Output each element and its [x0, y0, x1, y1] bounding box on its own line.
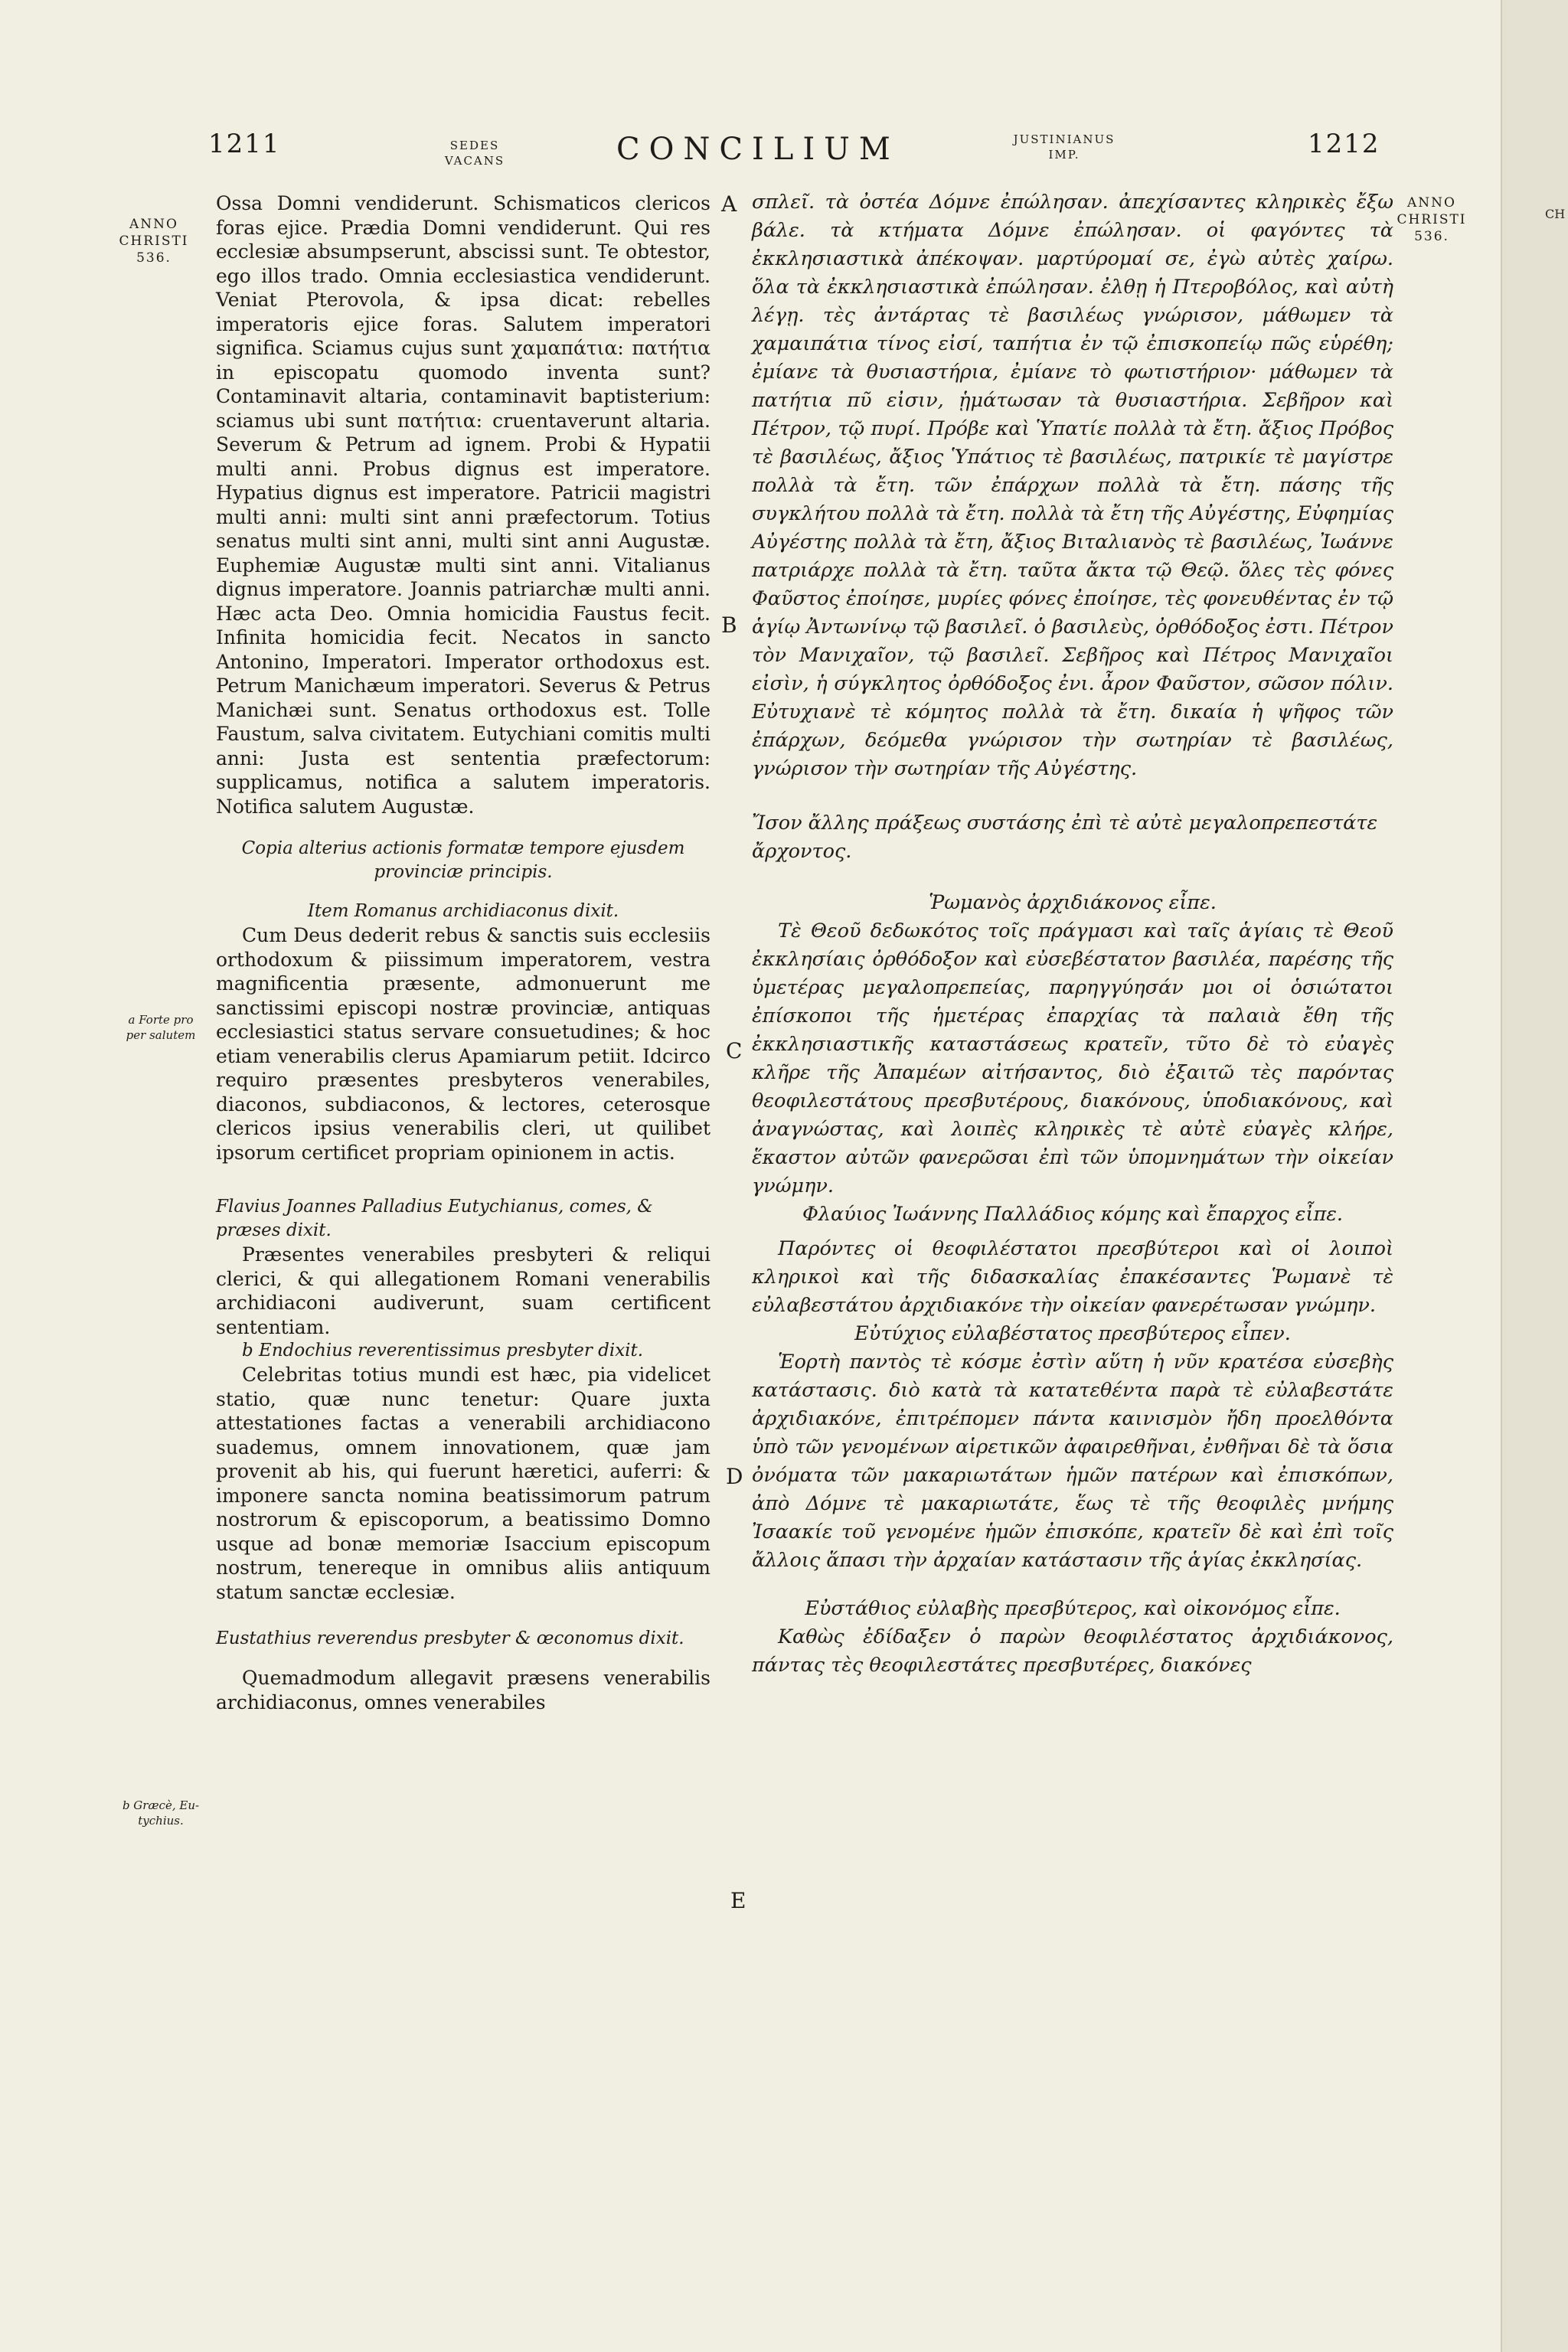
margin-year: 536.	[136, 250, 172, 266]
footnote-a-margin	[113, 1012, 208, 1043]
section-letter-e: E	[730, 1888, 746, 1913]
latin-paragraph: Præsentes venerabiles presbyteri & reliqui clerici, & qui allegationem Romani venerabilis archidiaconi audiverunt, suam certificent sententiam.	[216, 1243, 710, 1338]
latin-speaker: Eustathius reverendus presbyter & œconomus dixit.	[216, 1628, 684, 1648]
latin-speaker: b Endochius reverentissimus presbyter dixit.	[242, 1341, 644, 1361]
adjacent-page-edge	[1501, 0, 1568, 2352]
greek-speaker: Εὐστάθιος εὐλαβὴς πρεσβύτερος, καὶ οἰκονόμος εἶπε.	[805, 1597, 1341, 1620]
section-letter-a: A	[721, 191, 737, 217]
footnote-b-margin	[113, 1798, 208, 1828]
margin-christi: CHRISTI	[1396, 212, 1467, 227]
greek-speaker: Ῥωμανὸς ἀρχιδιάκονος εἶπε.	[929, 891, 1217, 914]
footnote-a-line1: a Forte pro	[128, 1013, 194, 1027]
latin-section-heading: Copia alterius actionis formatæ tempore ejusdem provinciæ principis.	[241, 838, 685, 882]
header-sedes-vacans	[433, 138, 517, 168]
footnote-a-line2: per salutem	[126, 1028, 196, 1042]
latin-column	[216, 191, 710, 1714]
greek-speaker: Εὐτύχιος εὐλαβέστατος πρεσβύτερος εἶπεν.	[854, 1322, 1291, 1345]
header-sedes: SEDES	[449, 139, 500, 152]
page-number-right: 1212	[1308, 129, 1380, 159]
footnote-b-line2: tychius.	[138, 1814, 184, 1828]
margin-anno: ANNO	[129, 217, 178, 232]
greek-column	[752, 188, 1393, 1680]
section-letter-c: C	[726, 1038, 743, 1063]
section-letter-b: B	[721, 612, 737, 638]
latin-paragraph: Quemadmodum allegavit præsens venerabilis archidiaconus, omnes venerabiles	[216, 1667, 710, 1713]
header-vacans: VACANS	[444, 154, 505, 168]
greek-section-heading: Ἴσον ἄλλης πράξεως συστάσης ἐπὶ τὲ αὐτὲ μεγαλοπρεπεστάτε ἄρχοντος.	[752, 812, 1378, 863]
latin-speaker: Flavius Joannes Palladius Eutychianus, comes, & præses dixit.	[216, 1197, 653, 1240]
section-letter-d: D	[726, 1464, 743, 1489]
header-emperor	[1011, 132, 1118, 162]
latin-paragraph: Cum Deus dederit rebus & sanctis suis ecclesiis orthodoxum & piissimum imperatorem, vestra magnificentia præsente, admonuerunt me sanctissimi episcopi nostræ provinciæ, antiquas ecclesiastici status servare consuetudines; & hoc etiam venerabilis clerus Apamiarum petiit. Idcirco requiro præsentes presbyteros venerabiles, diaconos, subdiaconos, & lectores, ceterosque clericos ipsius venerabilis cleri, ut quilibet ipsorum certificet propriam opinionem in actis.	[216, 924, 710, 1164]
page-number-left: 1211	[208, 129, 281, 159]
greek-paragraph: Τὲ Θεοῦ δεδωκότος τοῖς πράγμασι καὶ ταῖς ἁγίαις τὲ Θεοῦ ἐκκλησίαις ὀρθόδοξον καὶ εὐσεβέστατον βασιλέα, παρέσης τῆς ὑμετέρας μεγαλοπρεπείας, παρηγγύησάν μοι οἱ ὁσιώτατοι ἐπίσκοποι τῆς ἡμετέρας ἐπαρχίας τὰ παλαιὰ ἔθη τῆς ἐκκλησιαστικῆς καταστάσεως κρατεῖν, τῦτο δὲ τὸ εὐαγὲς κλῆρε τῆς Ἀπαμέων αἰτήσαντος, διὸ ἐξαιτῶ τὲς παρόντας θεοφιλεστάτους πρεσβυτέρους, διακόνους, ὑποδιακόνους, καὶ ἀναγνώστας, καὶ λοιπὲς κληρικὲς τὲ αὐτὲ εὐαγὲς κλήρε, ἕκαστον αὐτῶν φανερῶσαι ἐπὶ τῶν ὑπομνημάτων τὴν οἰκείαν γνώμην.	[752, 920, 1393, 1197]
greek-paragraph: σπλεῖ. τὰ ὀστέα Δόμνε ἐπώλησαν. ἀπεχίσαντες κληρικὲς ἔξω βάλε. τὰ κτήματα Δόμνε ἐπώλησαν. οἱ φαγόντες τὰ ἐκκλησιαστικὰ ἀπέκοψαν. μαρτύρομαί σε, ἐγὼ αὐτὲς χαίρω. ὅλα τὰ ἐκκλησιαστικὰ ἐπώλησαν. ἐλθῃ ἡ Πτεροβόλος, καὶ αὐτὴ λέγῃ. τὲς ἀντάρτας τὲ βασιλέως γνώρισον, μάθωμεν τὰ χαμαιπάτια τίνος εἰσί, ταπήτια ἐν τῷ ἐπισκοπείῳ πῶς εὑρέθη; ἐμίανε τὰ θυσιαστήρια, ἐμίανε τὸ φωτιστήριον· μάθωμεν τὰ πατήτια πῦ εἰσιν, ᾑμάτωσαν τὰ θυσιαστήρια. Σεβῆρον καὶ Πέτρον, τῷ πυρί. Πρόβε καὶ Ὑπατίε πολλὰ τὰ ἔτη. ἄξιος Πρόβος τὲ βασιλέως, ἄξιος Ὑπάτιος τὲ βασιλέως, πατρικίε τὲ μαγίστρε πολλὰ τὰ ἔτη. τῶν ἐπάρχων πολλὰ τὰ ἔτη. πάσης τῆς συγκλήτου πολλὰ τὰ ἔτη. πολλὰ τὰ ἔτη τῆς Αὐγέστης, Εὐφημίας Αὐγέστης πολλὰ τὰ ἔτη, ἄξιος Βιταλιανὸς τὲ βασιλέως, Ἰωάννε πατριάρχε πολλὰ τὰ ἔτη. ταῦτα ἄκτα τῷ Θεῷ. ὅλες τὲς φόνες Φαῦστος ἐποίησε, μυρίες φόνες ἐποίησε, τὲς φονευθέντας ἐν τῷ ἁγίῳ Ἀντωνίνῳ τῷ βασιλεῖ. ὁ βασιλεὺς, ὀρθόδοξος ἐστι. Πέτρον τὸν Μανιχαῖον, τῷ βασιλεῖ. Σεβῆρος καὶ Πέτρος Μανιχαῖοι εἰσὶν, ἡ σύγκλητος ὀρθόδοξος ἐνι. ἆρον Φαῦστον, σῶσον πόλιν. Εὐτυχιανὲ τὲ κόμητος πολλὰ τὰ ἔτη. δικαία ἡ ψῆφος τῶν ἐπάρχων, δεόμεθα γνώρισον τὴν σωτηρίαν τὲ βασιλέως, γνώρισον τὴν σωτηρίαν τῆς Αὐγέστης.	[752, 191, 1393, 780]
footnote-b-line1: b Græcè, Eu-	[122, 1798, 200, 1812]
latin-paragraph: Celebritas totius mundi est hæc, pia videlicet statio, quæ nunc tenetur: Quare juxta attestationes factas a venerabili archidiacono suademus, omnem innovationem, quæ jam provenit ab his, qui fuerunt hæretici, auferri: & imponere sancta nomina beatissimorum patrum nostrorum & episcoporum, a beatissimo Domno usque ad bonæ memoriæ Isaccium episcopum nostrum, tenereque in omnibus aliis antiquum statum sanctæ ecclesiæ.	[216, 1364, 710, 1603]
margin-year: 536.	[1414, 229, 1449, 244]
greek-paragraph: Παρόντες οἱ θεοφιλέστατοι πρεσβύτεροι καὶ οἱ λοιποὶ κληρικοὶ καὶ τῆς διδασκαλίας ἐπακέσαντες Ῥωμανὲ τὲ εὐλαβεστάτου ἀρχιδιακόνε τὴν οἰκείαν φανερέτωσαν γνώμην.	[752, 1237, 1393, 1317]
margin-anno-left	[112, 216, 196, 266]
header-imp: IMP.	[1048, 148, 1080, 162]
greek-speaker: Φλαύιος Ἰωάννης Παλλάδιος κόμης καὶ ἔπαρχος εἶπε.	[802, 1203, 1344, 1226]
greek-paragraph: Καθὼς ἐδίδαξεν ὁ παρὼν θεοφιλέστατος ἀρχιδιάκονος, πάντας τὲς θεοφιλεστάτες πρεσβυτέρες, διακόνες	[752, 1625, 1393, 1677]
margin-anno: ANNO	[1407, 195, 1456, 211]
page-title: CONCILIUM	[616, 132, 900, 167]
header-justinianus: JUSTINIANUS	[1013, 132, 1116, 146]
greek-paragraph: Ἑορτὴ παντὸς τὲ κόσμε ἐστὶν αὕτη ἡ νῦν κρατέσα εὐσεβὴς κατάστασις. διὸ κατὰ τὰ κατατεθέντα παρὰ τὲ εὐλαβεστάτε ἀρχιδιακόνε, ἐπιτρέπομεν πάντα καινισμὸν ἤδη προελθόντα ὑπὸ τῶν γενομένων αἱρετικῶν ἀφαιρεθῆναι, ἐνθῆναι δὲ τὰ ὅσια ὀνόματα τῶν μακαριωτάτων ἡμῶν πατέρων καὶ ἐπισκόπων, ἀπὸ Δόμνε τὲ μακαριωτάτε, ἕως τὲ τῆς θεοφιλὲς μνήμης Ἰσαακίε τοῦ γενομένε ἡμῶν ἐπισκόπε, κρατεῖν δὲ καὶ ἐπὶ τοῖς ἄλλοις ἅπασι τὴν ἀρχαίαν κατάστασιν τῆς ἁγίας ἐκκλησίας.	[752, 1351, 1393, 1572]
latin-speaker: Item Romanus archidiaconus dixit.	[307, 901, 619, 921]
margin-anno-right	[1390, 194, 1474, 245]
margin-christi: CHRISTI	[119, 234, 189, 249]
latin-paragraph: Ossa Domni vendiderunt. Schismaticos clericos foras ejice. Prædia Domni vendiderunt. Qui res ecclesiæ absumpserunt, abscissi sunt. Te obtestor, ego illos trado. Omnia ecclesiastica vendiderunt. Veniat Pterovola, & ipsa dicat: rebelles imperatoris ejice foras. Salutem imperatori significa. Sciamus cujus sunt χαμαπάτια: πατήτια in episcopatu quomodo inventa sunt? Contaminavit altaria, contaminavit baptisterium: sciamus ubi sunt πατήτια: cruentaverunt altaria. Severum & Petrum ad ignem. Probi & Hypatii multi anni. Probus dignus est imperatore. Hypatius dignus est imperatore. Patricii magistri multi anni: multi sint anni præfectorum. Totius senatus multi sint anni, multi sint anni Augustæ. Euphemiæ Augustæ multi sint anni. Vitalianus dignus imperatore. Joannis patriarchæ multi anni. Hæc acta Deo. Omnia homicidia Faustus fecit. Infinita homicidia fecit. Necatos in sancto Antonino, Imperatori. Imperator orthodoxus est. Petrum Manichæum imperatori. Severus & Petrus Manichæi sunt. Senatus orthodoxus est. Tolle Faustum, salva civitatem. Eutychiani comitis multi anni: Justa est sententia præfectorum: supplicamus, notifica a salutem imperatoris. Notifica salutem Augustæ.	[216, 192, 710, 818]
edge-margin-tag: CH	[1545, 207, 1566, 221]
